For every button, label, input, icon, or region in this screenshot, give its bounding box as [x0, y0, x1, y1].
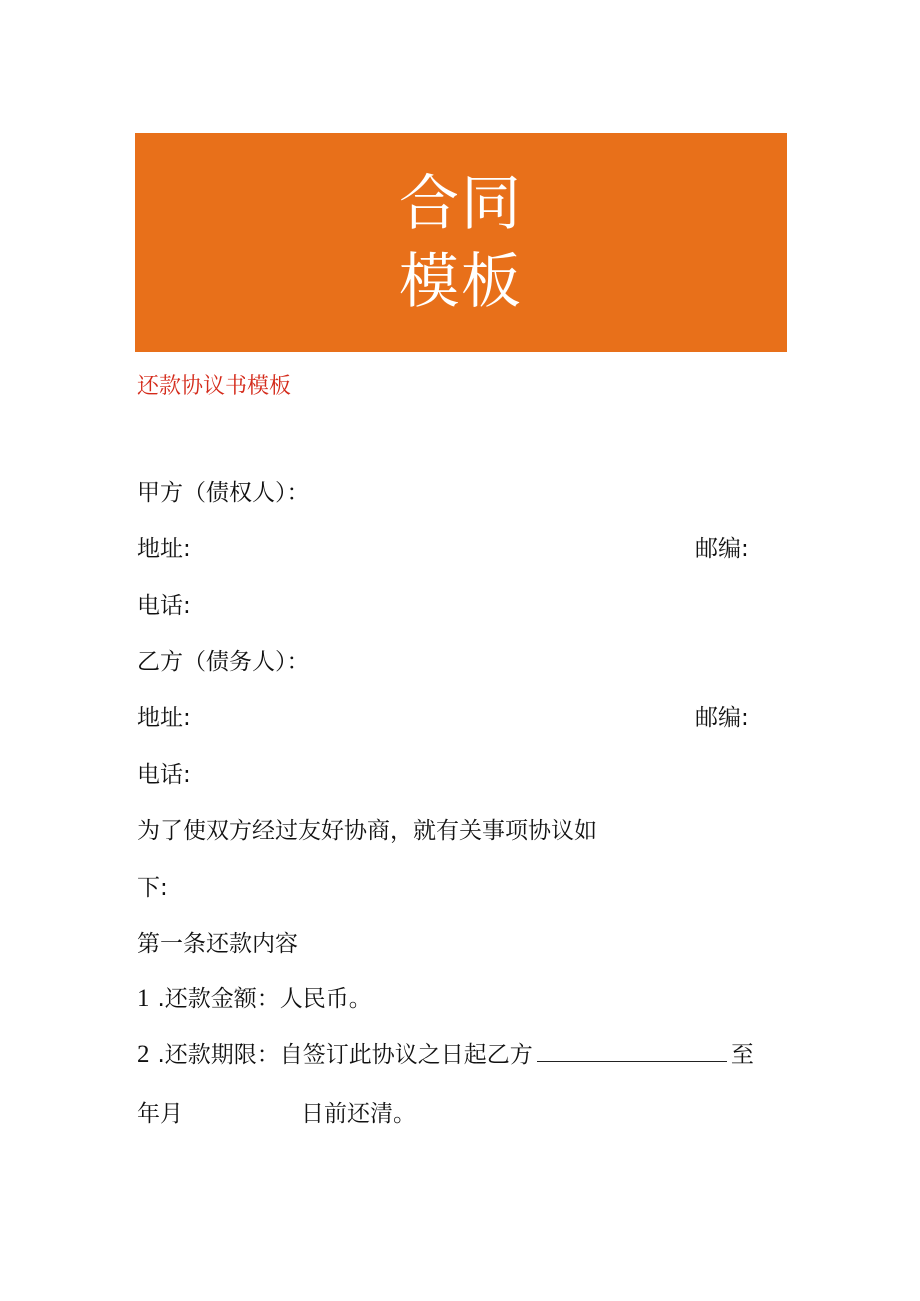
banner-title-line1: 合同 [399, 168, 523, 239]
party-b-address-label: 地址: [137, 705, 191, 731]
party-a-phone-label: 电话: [137, 593, 191, 619]
intro-line-1: 为了使双方经过友好协商，就有关事项协议如 [137, 818, 597, 844]
header-banner [135, 133, 787, 352]
item-2-text: .还款期限：自签订此协议之日起乙方 [157, 1042, 533, 1068]
party-b-label: 乙方（债务人）： [137, 649, 310, 675]
item-2-line2-end: 日前还清。 [301, 1101, 416, 1127]
banner-title-line2: 模板 [399, 246, 523, 317]
article-1-item-2 [137, 1036, 754, 1069]
article-1-item-2-continued [137, 1095, 416, 1128]
document-title: 还款协议书模板 [137, 374, 292, 399]
item-2-line2-start: 年月 [137, 1101, 183, 1127]
party-a-address-label: 地址: [137, 536, 191, 562]
repayment-party-blank[interactable] [537, 1043, 727, 1062]
item-1-text: .还款金额：人民币。 [157, 986, 372, 1012]
party-a-postcode-label: 邮编: [695, 536, 749, 562]
party-b-postcode-label: 邮编: [695, 705, 749, 731]
item-1-number: 1 [137, 985, 150, 1012]
intro-line-2: 下: [137, 875, 168, 901]
party-b-phone-label: 电话: [137, 762, 191, 788]
article-1-heading: 第一条还款内容 [137, 931, 298, 957]
item-2-number: 2 [137, 1041, 150, 1068]
item-2-after-blank: 至 [730, 1042, 754, 1068]
party-a-label: 甲方（债权人）： [137, 480, 310, 506]
article-1-item-1 [137, 980, 372, 1013]
